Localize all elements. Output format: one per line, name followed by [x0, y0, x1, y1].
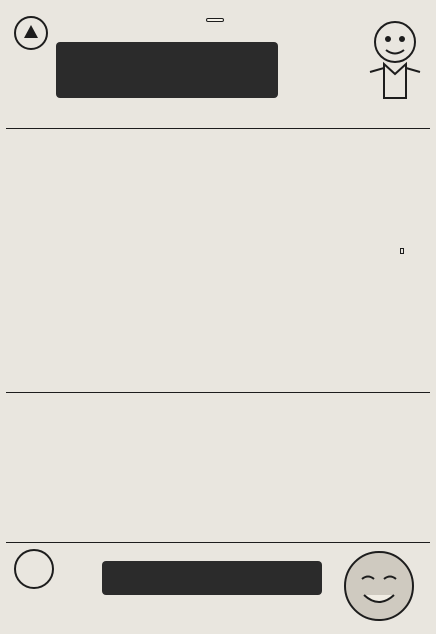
divider	[6, 128, 430, 129]
story-title	[364, 134, 398, 246]
story-section	[6, 130, 430, 392]
lower-text-left	[10, 398, 216, 536]
ad-tagline-right	[206, 18, 224, 22]
bottom-advertisement	[6, 542, 430, 629]
story-author	[400, 248, 404, 254]
top-advertisement	[6, 6, 430, 128]
triangle-logo-icon	[14, 16, 48, 50]
ad-copy	[284, 36, 360, 100]
lower-story-section	[6, 394, 430, 540]
seal-icon	[14, 549, 54, 589]
divider	[6, 392, 430, 393]
cartoon-mascot-icon	[364, 12, 426, 104]
product-name	[102, 561, 322, 595]
brand-block	[56, 42, 278, 98]
newspaper-page	[6, 6, 430, 628]
lower-text-right	[220, 398, 426, 536]
smiling-child-icon	[338, 545, 420, 627]
story-text-left	[10, 134, 188, 386]
story-text-right	[192, 134, 358, 386]
